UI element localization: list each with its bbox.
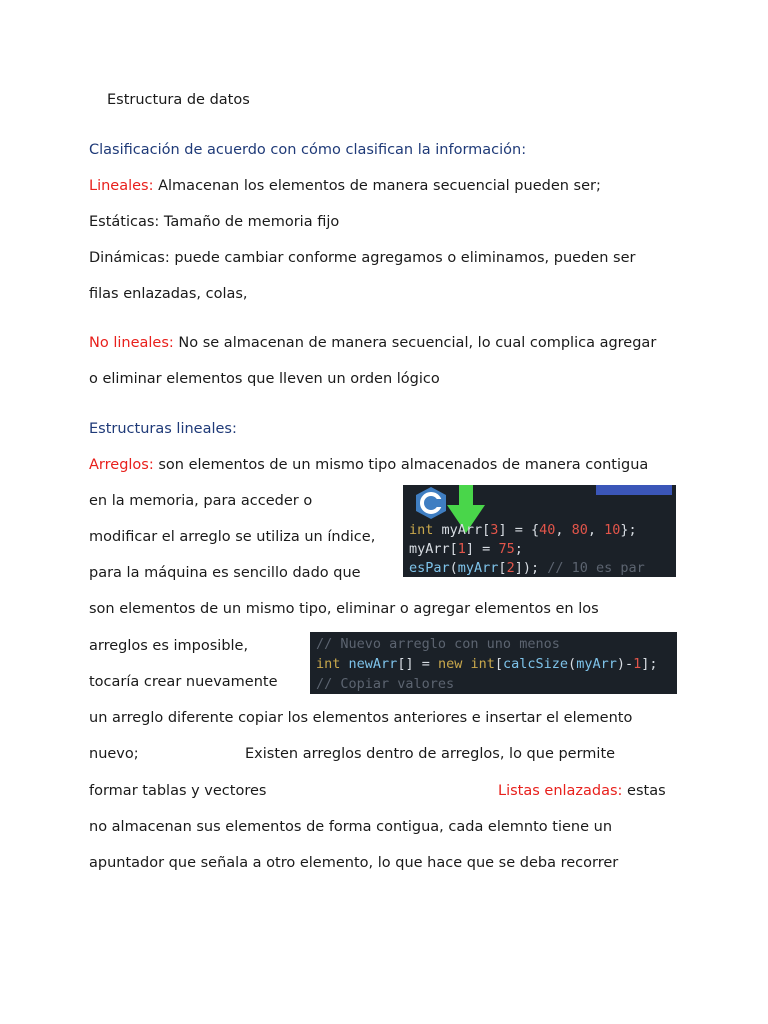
- no-lineales-label: No lineales:: [89, 335, 174, 351]
- arreglos-line-9b: Existen arreglos dentro de arreglos, lo que permite: [245, 746, 616, 762]
- no-lineales-paragraph: [89, 333, 656, 353]
- arreglos-line-5: son elementos de un mismo tipo, eliminar o agregar elementos en los: [89, 601, 599, 617]
- code-image-array: [403, 485, 676, 577]
- listas-paragraph: [498, 781, 666, 801]
- lineales-text: Almacenan los elementos de manera secuencial pueden ser;: [153, 178, 601, 194]
- arreglos-line-6: arreglos es imposible,: [89, 638, 249, 654]
- arreglos-line-2: en la memoria, para acceder o: [89, 493, 313, 509]
- lineales-label: Lineales:: [89, 178, 154, 194]
- arreglos-paragraph: [89, 455, 648, 475]
- listas-line-3: apuntador que señala a otro elemento, lo que hace que se deba recorrer: [89, 855, 619, 871]
- arreglos-line-10: formar tablas y vectores: [89, 783, 267, 799]
- listas-text-1: estas: [622, 783, 666, 799]
- arreglos-line-9a: nuevo;: [89, 746, 139, 762]
- lineales-paragraph: [89, 176, 601, 196]
- no-lineales-line-2: o eliminar elementos que lleven un orden lógico: [89, 371, 440, 387]
- code-line-new-array: int newArr[] = new int[calcSize(myArr)-1];: [316, 656, 658, 672]
- code-comment-2: // Copiar valores: [316, 676, 455, 692]
- code-line-2: myArr[1] = 75;: [409, 541, 523, 557]
- dinamicas-line-1: Dinámicas: puede cambiar conforme agregamos o eliminamos, pueden ser: [89, 250, 636, 266]
- document-title: Estructura de datos: [107, 92, 250, 108]
- code-header-strip: [596, 485, 672, 495]
- arreglos-line-8: un arreglo diferente copiar los elementos anteriores e insertar el elemento: [89, 710, 633, 726]
- code-line-3: esPar(myArr[2]); // 10 es par: [409, 560, 645, 576]
- code-image-new-array: [310, 632, 677, 694]
- arreglos-label: Arreglos:: [89, 457, 154, 473]
- listas-line-2: no almacenan sus elementos de forma contigua, cada elemnto tiene un: [89, 819, 613, 835]
- estaticas-line: Estáticas: Tamaño de memoria fijo: [89, 214, 340, 230]
- arreglos-text-1: son elementos de un mismo tipo almacenados de manera contigua: [153, 457, 649, 473]
- estructuras-lineales-heading: Estructuras lineales:: [89, 421, 237, 437]
- listas-label: Listas enlazadas:: [498, 783, 623, 799]
- arreglos-line-3: modificar el arreglo se utiliza un índice,: [89, 529, 376, 545]
- code-comment-1: // Nuevo arreglo con uno menos: [316, 636, 560, 652]
- arreglos-line-7: tocaría crear nuevamente: [89, 674, 278, 690]
- code-line-1: int myArr[3] = {40, 80, 10};: [409, 522, 637, 538]
- arreglos-line-4: para la máquina es sencillo dado que: [89, 565, 361, 581]
- no-lineales-text-1: No se almacenan de manera secuencial, lo cual complica agregar: [173, 335, 657, 351]
- clasificacion-heading: Clasificación de acuerdo con cómo clasifican la información:: [89, 142, 527, 158]
- cpp-logo-icon: [413, 485, 449, 519]
- dinamicas-line-2: filas enlazadas, colas,: [89, 286, 248, 302]
